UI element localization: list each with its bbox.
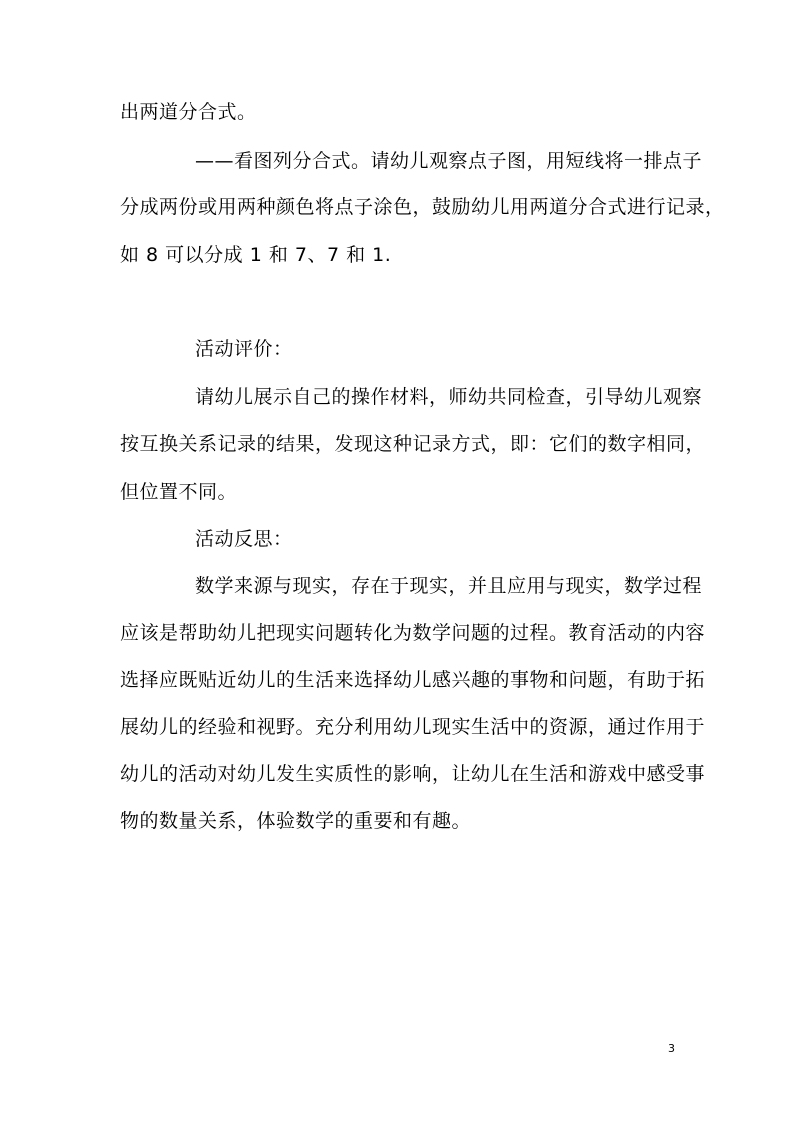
paragraph-line: 但位置不同。 (120, 481, 238, 503)
paragraph-line: 选择应既贴近幼儿的生活来选择幼儿感兴趣的事物和问题，有助于拓 (120, 669, 706, 691)
paragraph-line: 展幼儿的经验和视野。充分利用幼儿现实生活中的资源，通过作用于 (120, 716, 706, 738)
paragraph-line: 如 8 可以分成 1 和 7、7 和 1. (120, 244, 392, 266)
paragraph-line: 物的数量关系，体验数学的重要和有趣。 (120, 810, 472, 832)
paragraph-line: 按互换关系记录的结果，发现这种记录方式，即：它们的数字相同， (120, 433, 706, 455)
paragraph-line: 幼儿的活动对幼儿发生实质性的影响，让幼儿在生活和游戏中感受事 (120, 763, 706, 785)
paragraph-line: 应该是帮助幼儿把现实问题转化为数学问题的过程。教育活动的内容 (120, 622, 706, 644)
paragraph-line: ——看图列分合式。请幼儿观察点子图，用短线将一排点子 (195, 150, 703, 172)
paragraph-line: 请幼儿展示自己的操作材料，师幼共同检查，引导幼儿观察 (195, 386, 703, 408)
paragraph-line: 分成两份或用两种颜色将点子涂色，鼓励幼儿用两道分合式进行记录， (120, 196, 725, 218)
section-heading: 活动反思： (195, 528, 293, 550)
paragraph-line: 出两道分合式。 (120, 101, 257, 123)
paragraph-line: 数学来源与现实，存在于现实，并且应用与现实，数学过程 (195, 575, 703, 597)
page-number: 3 (668, 1042, 675, 1055)
section-heading: 活动评价： (195, 338, 293, 360)
